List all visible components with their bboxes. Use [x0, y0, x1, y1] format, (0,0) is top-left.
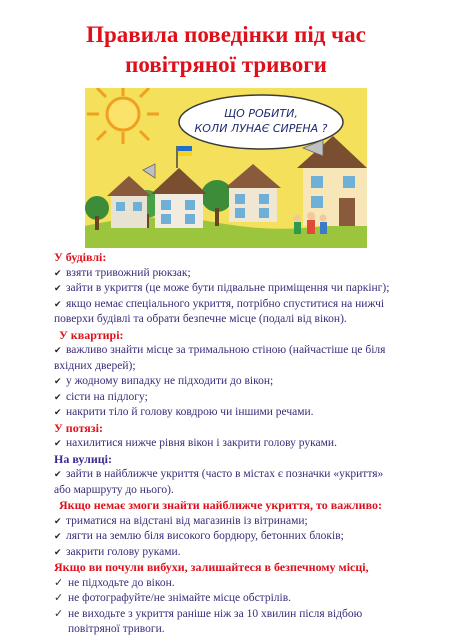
page-title-line-2: повітряної тривоги: [125, 52, 327, 77]
checkmark-icon: ✔: [54, 298, 62, 309]
checkmark-icon: ✔: [54, 345, 62, 355]
checkmark-icon: ✔: [54, 469, 62, 479]
section-header-explosions: Якщо ви почули вибухи, залишайтеся в безпечному місці,: [54, 560, 369, 574]
list-item: ✔ триматися на відстані від магазинів із вітринами;: [54, 514, 416, 530]
page-title-line-1: Правила поведінки під час: [86, 22, 366, 47]
section-header-train: У потязі:: [54, 420, 103, 435]
siren-illustration: [85, 88, 367, 248]
checkmark-icon: ✓: [54, 576, 64, 589]
list-item: ✔ закрити голову руками.: [54, 545, 416, 561]
list-item-continuation: повітряної тривоги.: [68, 623, 165, 635]
list-item: ✓ не виходьте з укриття раніше ніж за 10 хвилин після відбою: [54, 607, 416, 623]
list-item: ✓ не фотографуйте/не знімайте місце обстрілів.: [54, 591, 416, 607]
list-item: ✔ нахилитися нижче рівня вікон і закрити голову руками.: [54, 436, 416, 452]
checkmark-icon: ✔: [54, 515, 62, 526]
checkmark-icon: ✔: [54, 438, 62, 448]
list-item-continuation: вхідних дверей);: [54, 359, 136, 372]
list-item: ✔ важливо знайти місце за тримальною стіною (найчастіше це біля: [54, 343, 416, 359]
checkmark-icon: ✓: [54, 592, 64, 604]
bubble-text-line-1: ЩО РОБИТИ,: [224, 107, 298, 120]
section-header-apartment: У квартирі:: [59, 327, 124, 342]
checkmark-icon: ✔: [54, 283, 62, 293]
list-item: ✔ лягти на землю біля високого бордюру, бетонних блоків;: [54, 529, 416, 545]
list-item: ✔ якщо немає спеціального укриття, потрібно спуститися на нижчі: [54, 297, 416, 313]
list-item: ✔ зайти в укриття (це може бути підвальне приміщення чи паркінг);: [54, 281, 416, 297]
checkmark-icon: ✓: [54, 607, 64, 620]
list-item: ✔ сісти на підлогу;: [54, 390, 416, 406]
rules-content: [54, 250, 416, 638]
list-item-continuation: поверхи будівлі та обрати безпечне місце (подалі від вікон).: [54, 313, 347, 325]
checkmark-icon: ✔: [54, 391, 62, 402]
checkmark-icon: ✔: [54, 531, 62, 541]
speech-bubble: [179, 95, 343, 149]
section-header-no-shelter: Якщо немає змоги знайти найближче укриття, то важливо:: [59, 498, 382, 512]
list-item: ✔ взяти тривожний рюкзак;: [54, 266, 416, 282]
people: [294, 212, 328, 234]
section-header-building: У будівлі:: [54, 250, 107, 264]
list-item: ✔ зайти в найближче укриття (часто в містах є позначки «укриття»: [54, 467, 416, 483]
checkmark-icon: ✔: [54, 407, 62, 417]
list-item: ✓ не підходьте до вікон.: [54, 576, 416, 592]
checkmark-icon: ✔: [54, 267, 62, 278]
checkmark-icon: ✔: [54, 546, 62, 557]
bubble-text-line-2: КОЛИ ЛУНАЄ СИРЕНА ?: [194, 122, 328, 135]
section-header-street: На вулиці:: [54, 451, 112, 466]
flag-icon: [178, 146, 192, 151]
list-item: ✔ накрити тіло й голову ковдрою чи іншими речами.: [54, 405, 416, 421]
checkmark-icon: ✔: [54, 376, 62, 386]
list-item: ✔ у жодному випадку не підходити до вікон;: [54, 374, 416, 390]
list-item-continuation: або маршруту до нього).: [54, 483, 174, 496]
